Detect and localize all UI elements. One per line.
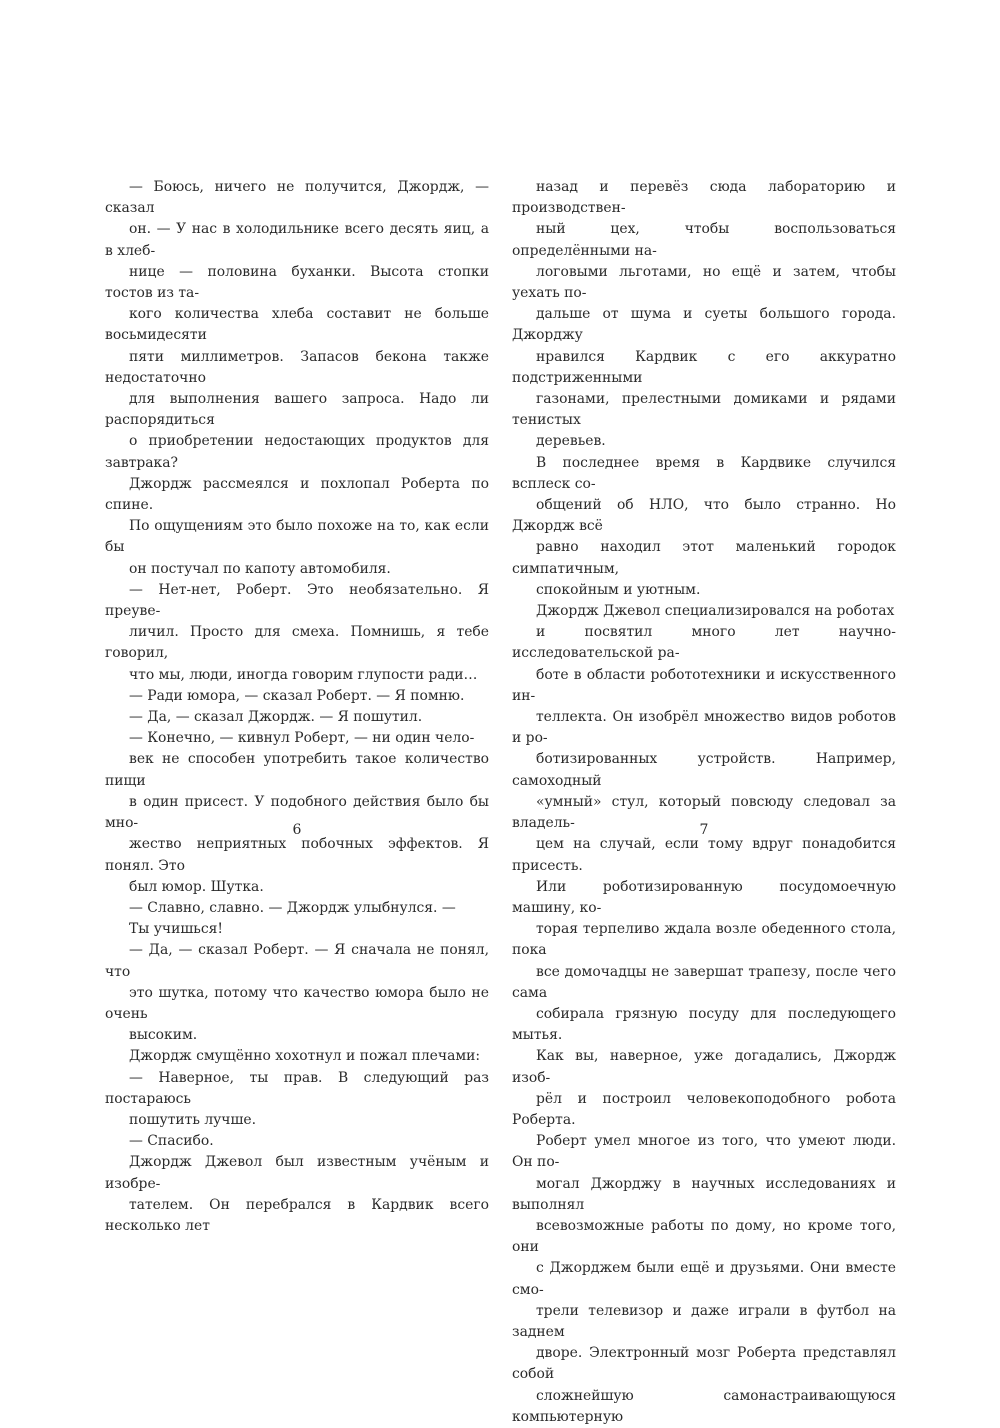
text-line: Джордж рассмеялся и похлопал Роберта по спине. [105,475,489,514]
right-page [512,177,896,1428]
text-line: логовыми льготами, но ещё и затем, чтобы уехать по- [512,263,896,302]
text-line: — Спасибо. [129,1133,214,1150]
text-line: По ощущениям это было похоже на то, как если бы [105,518,489,556]
text-line: пяти миллиметров. Запасов бекона также недостаточно [105,348,489,386]
text-line: боте в области робототехники и искусственного ин- [512,666,896,704]
text-line: дворе. Электронный мозг Роберта представлял собой [512,1345,896,1383]
text-line: личил. Просто для смеха. Помнишь, я тебе говорил, [105,624,489,662]
text-line: о приобретении недостающих продуктов для завтрака? [105,433,489,471]
text-line: в один присест. У подобного действия было бы мно- [105,793,489,832]
left-page [105,177,489,1237]
text-line: общений об НЛО, что было странно. Но Джордж всё [512,497,896,535]
text-line: собирала грязную посуду для последующего мытья. [512,1005,896,1044]
text-line: деревьев. [536,433,606,450]
page-number-right: 7 [699,822,709,838]
text-line: пошутить лучше. [129,1111,257,1128]
text-line: — Ради юмора, — сказал Роберт. — Я помню. [129,687,465,704]
text-line: высоким. [129,1027,198,1044]
text-line: цем на случай, если тому вдруг понадобится присесть. [512,836,896,874]
right-page-text [512,177,896,1428]
text-line: всевозможные работы по дому, но кроме того, они [512,1217,896,1256]
text-line: рёл и построил человекоподобного робота Роберта. [512,1090,896,1128]
text-line: Роберт умел многое из того, что умеют люди. Он по- [512,1133,896,1171]
left-page-text [105,177,489,1237]
text-line: Джордж Джевол специализировался на роботах [536,603,895,620]
text-line: нице — половина буханки. Высота стопки тостов из та- [105,263,489,302]
text-line: газонами, прелестными домиками и рядами тенистых [512,391,896,429]
text-line: Ты учишься! [129,921,223,938]
text-line: он. — У нас в холодильнике всего десять яиц, а в хлеб- [105,221,489,259]
text-line: век не способен употребить такое количество пищи [105,751,489,789]
text-line: нравился Кардвик с его аккуратно подстриженными [512,348,896,386]
text-line: торая терпеливо ждала возле обеденного стола, пока [512,921,896,959]
text-line: с Джорджем были ещё и друзьями. Они вместе смо- [512,1260,896,1298]
text-line: назад и перевёз сюда лабораторию и производствен- [512,179,896,217]
text-line: Джордж Джевол был известным учёным и изобре- [105,1154,489,1192]
text-line: Или роботизированную посудомоечную машину, ко- [512,878,896,916]
text-line: ный цех, чтобы воспользоваться определёнными на- [512,221,896,259]
text-line: Как вы, наверное, уже догадались, Джордж изоб- [512,1048,896,1086]
text-line: — Наверное, ты прав. В следующий раз постараюсь [105,1069,489,1107]
text-line: равно находил этот маленький городок симпатичным, [512,539,896,577]
text-line: был юмор. Шутка. [129,878,264,895]
text-line: жество неприятных побочных эффектов. Я понял. Это [105,836,489,874]
text-line: и посвятил много лет научно-исследовательской ра- [512,624,896,662]
text-line: могал Джорджу в научных исследованиях и выполнял [512,1175,896,1213]
text-line: это шутка, потому что качество юмора было не очень [105,984,489,1022]
text-line: он постучал по капоту автомобиля. [129,560,391,577]
text-line: трели телевизор и даже играли в футбол на заднем [512,1302,896,1340]
text-line: — Да, — сказал Джордж. — Я пошутил. [129,709,423,726]
text-line: — Боюсь, ничего не получится, Джордж, — сказал [105,179,489,217]
text-line: теллекта. Он изобрёл множество видов роботов и ро- [512,709,896,747]
text-line: — Конечно, — кивнул Роберт, — ни один чело- [129,730,475,747]
text-line: все домочадцы не завершат трапезу, после чего сама [512,963,896,1001]
text-line: дальше от шума и суеты большого города. Джорджу [512,306,896,344]
text-line: что мы, люди, иногда говорим глупости ради… [129,666,478,683]
text-line: Джордж смущённо хохотнул и пожал плечами: [129,1048,481,1065]
text-line: — Славно, славно. — Джордж улыбнулся. — [129,899,456,916]
text-line: — Да, — сказал Роберт. — Я сначала не понял, что [105,942,489,980]
text-line: для выполнения вашего запроса. Надо ли распорядиться [105,391,489,429]
text-line: — Нет-нет, Роберт. Это необязательно. Я преуве- [105,581,489,620]
text-line: сложнейшую самонастраивающуюся компьютерную [512,1387,896,1425]
text-line: тателем. Он перебрался в Кардвик всего несколько лет [105,1196,489,1234]
text-line: спокойным и уютным. [536,581,701,598]
text-line: «умный» стул, который повсюду следовал за владель- [512,793,896,832]
text-line: В последнее время в Кардвике случился всплеск со- [512,454,896,492]
page-number-left: 6 [292,822,302,838]
text-line: ботизированных устройств. Например, самоходный [512,751,896,789]
text-line: кого количества хлеба составит не больше восьмидесяти [105,306,489,344]
